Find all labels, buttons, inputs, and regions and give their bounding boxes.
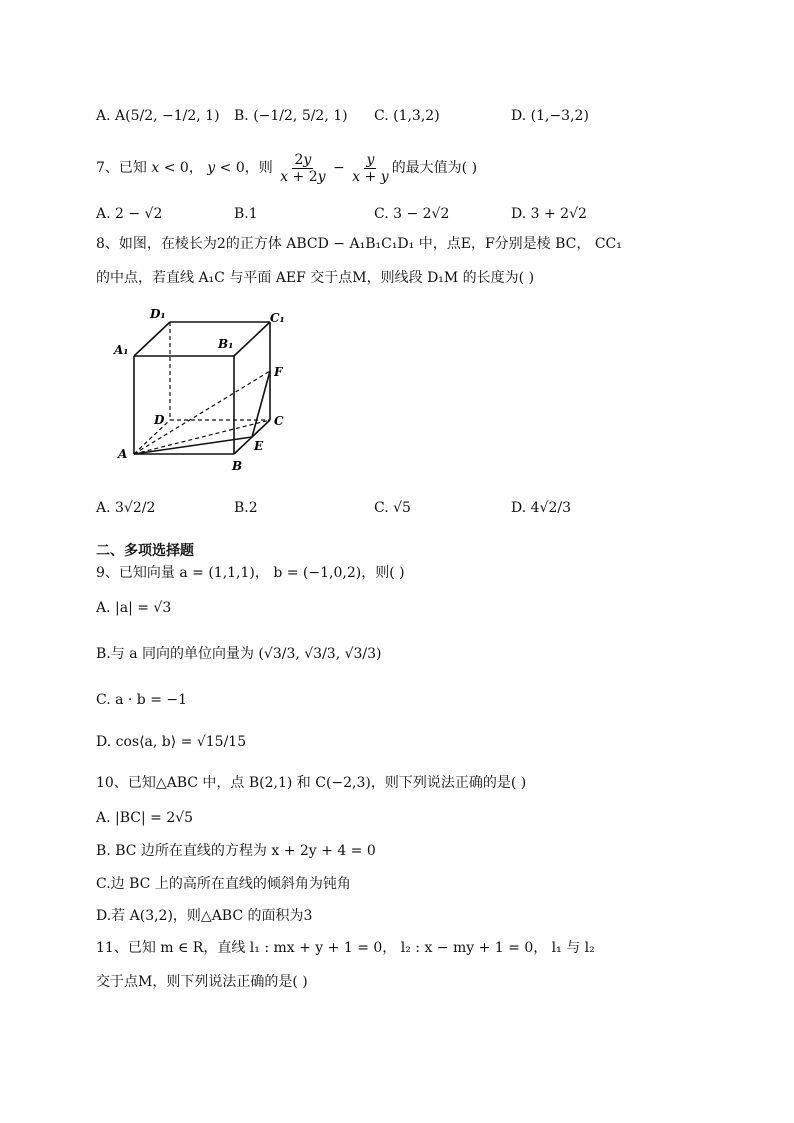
q10-option-a: A. |BC| = 2√5: [96, 810, 194, 826]
q7-fraction-2: $\frac{y}{x + y}$: [352, 151, 389, 185]
q6-option-c: C. (1,3,2): [374, 108, 440, 124]
q8-option-d: D. 4√2/3: [511, 500, 571, 516]
q7-stem-suffix: 的最大值为( ): [391, 160, 478, 176]
label-c: C: [274, 414, 284, 428]
q6-option-b: B. (−1/2, 5/2, 1): [234, 108, 348, 124]
q6-option-d: D. (1,−3,2): [511, 108, 589, 124]
q10-option-c: C.边 BC 上的高所在直线的倾斜角为钝角: [96, 876, 351, 892]
q11-stem-line2: 交于点M，则下列说法正确的是( ): [96, 974, 308, 990]
q8-option-c: C. √5: [374, 500, 411, 516]
q9-option-c: C. a · b = −1: [96, 692, 188, 708]
q9-option-d: D. cos⟨a, b⟩ = √15/15: [96, 734, 247, 750]
label-a1: A₁: [114, 343, 129, 357]
q7-option-d: D. 3 + 2√2: [511, 206, 587, 222]
q8-stem-line2: 的中点，若直线 A₁C 与平面 AEF 交于点M，则线段 D₁M 的长度为( ): [96, 270, 535, 286]
section-title: 二、多项选择题: [96, 543, 194, 559]
q8-stem-line1: 8、如图，在棱长为2的正方体 ABCD − A₁B₁C₁D₁ 中，点E，F分别是棱 BC， CC₁: [96, 236, 622, 252]
q7-option-c: C. 3 − 2√2: [374, 206, 450, 222]
label-d: D: [154, 413, 165, 427]
q7-stem-mid2: ，则: [244, 160, 273, 176]
q7-option-a: A. 2 − √2: [96, 206, 163, 222]
q7-cond-x: x: [151, 160, 160, 176]
q7-stem-mid1: ，: [188, 160, 203, 176]
q9-option-b: B.与 a 同向的单位向量为 (√3/3, √3/3, √3/3): [96, 646, 382, 662]
label-d1: D₁: [150, 307, 166, 321]
q10-option-b: B. BC 边所在直线的方程为 x + 2y + 4 = 0: [96, 843, 376, 859]
label-f: F: [274, 365, 283, 379]
label-c1: C₁: [270, 311, 285, 325]
q10-option-d: D.若 A(3,2)，则△ABC 的面积为3: [96, 908, 313, 924]
q9-stem: 9、已知向量 a = (1,1,1)， b = (−1,0,2)，则( ): [96, 565, 405, 581]
label-a: A: [118, 447, 128, 461]
q10-stem: 10、已知△ABC 中，点 B(2,1) 和 C(−2,3)，则下列说法正确的是( ): [96, 775, 527, 791]
q6-option-a: A. A(5/2, −1/2, 1): [96, 108, 220, 124]
q7-stem: 7、已知 x < 0， y < 0，则 $\frac{2y}{x + 2y}$ − $\frac{y}{x + y}$ 的最大值为( ): [96, 151, 478, 185]
q8-option-a: A. 3√2/2: [96, 500, 156, 516]
q8-option-b: B.2: [234, 500, 258, 516]
q11-stem-line1: 11、已知 m ∈ R，直线 l₁ : mx + y + 1 = 0， l₂ : x − my + 1 = 0， l₁ 与 l₂: [96, 940, 595, 956]
q7-fraction-1: $\frac{2y}{x + 2y}$: [280, 151, 326, 185]
q7-option-b: B.1: [234, 206, 258, 222]
label-b1: B₁: [218, 337, 234, 351]
q7-cond-y: y: [207, 160, 216, 176]
label-b: B: [232, 459, 243, 473]
q9-option-a: A. |a| = √3: [96, 600, 172, 616]
cube-figure: [112, 300, 302, 475]
q7-stem-prefix: 7、已知: [96, 160, 147, 176]
label-e: E: [254, 439, 264, 453]
